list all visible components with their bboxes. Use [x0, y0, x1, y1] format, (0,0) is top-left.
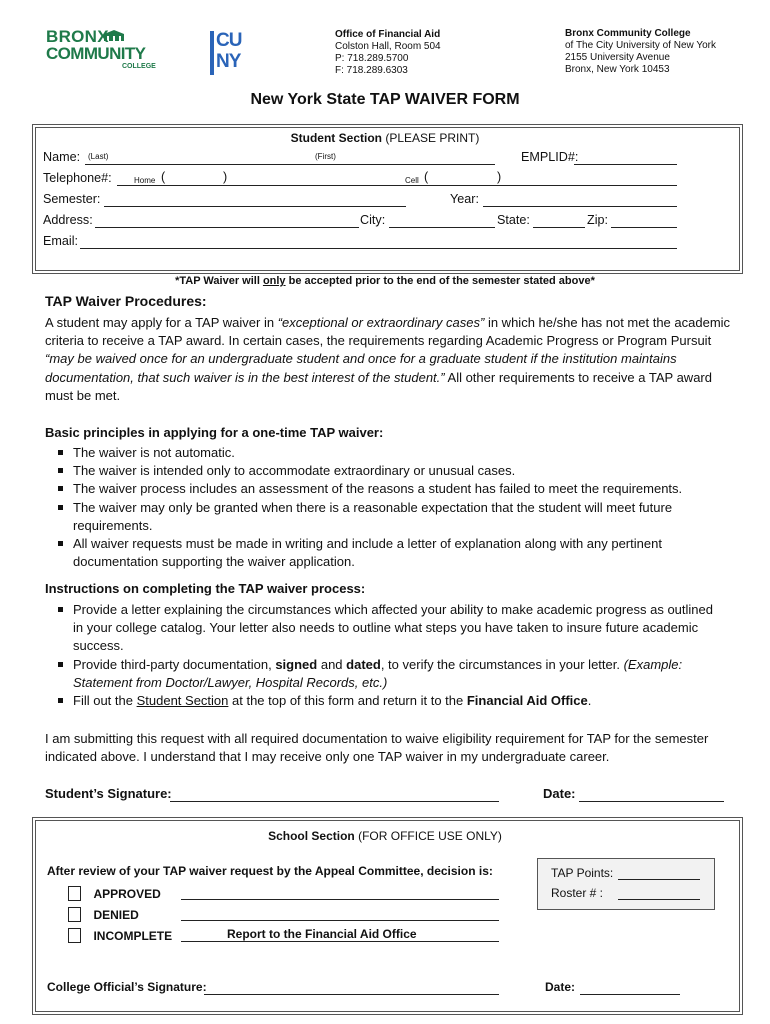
zip-input[interactable] — [611, 213, 677, 228]
cell-phone-input[interactable]: ) — [497, 171, 677, 186]
list-item: The waiver is intended only to accommodate extraordinary or unusual cases. — [45, 462, 725, 480]
list-item: The waiver is not automatic. — [45, 444, 725, 462]
certification-statement: I am submitting this request with all required documentation to waive eligibility requirement for TAP for the semester indicated above. I understand that I may receive only one TAP waiver in my undergraduate career. — [45, 731, 709, 765]
tap-points-box — [537, 858, 715, 910]
semester-input[interactable] — [104, 192, 406, 207]
first-name-hint: (First) — [315, 152, 336, 161]
page-title: New York State TAP WAIVER FORM — [250, 91, 520, 108]
address-input[interactable] — [95, 213, 359, 228]
address-label: Address: — [43, 213, 93, 227]
cuny-logo: CU NY — [210, 31, 248, 75]
principles-heading: Basic principles in applying for a one-time TAP waiver: — [45, 425, 384, 440]
office-phone: P: 718.289.5700 — [335, 53, 409, 64]
incomplete-option[interactable] — [68, 927, 172, 945]
decision-label: After review of your TAP waiver request by the Appeal Committee, decision is: — [47, 864, 493, 878]
state-label: State: — [497, 213, 530, 227]
student-signature-input[interactable] — [170, 786, 499, 802]
state-input[interactable] — [533, 213, 585, 228]
list-item: All waiver requests must be made in writing and include a letter of explanation along with any pertinent documentation supporting the waiver application. — [45, 535, 725, 571]
procedures-text: A student may apply for a TAP waiver in “exceptional or extraordinary cases” in which he/she has not met the academic criteria to receive a TAP award. In certain cases, the requirements regarding Academic Progress or Program Pursuit “may be waived once for an undergraduate student and once for a graduate student if the institution maintains documentation, that such waiver is in the best interest of the student.” All other requirements to receive a TAP award must be met. — [45, 315, 731, 403]
school-section-heading: School Section (FOR OFFICE USE ONLY) — [268, 829, 502, 843]
city-input[interactable] — [389, 213, 495, 228]
emplid-label: EMPLID#: — [521, 150, 579, 164]
college-info — [565, 28, 716, 76]
student-signature-label: Student’s Signature: — [45, 786, 172, 801]
year-label: Year: — [450, 192, 479, 206]
name-label: Name: — [43, 150, 81, 164]
college-name: Bronx Community College — [565, 28, 691, 39]
last-name-hint: (Last) — [88, 152, 109, 161]
roster-label: Roster # : — [551, 886, 604, 900]
procedures-heading: TAP Waiver Procedures: — [45, 293, 207, 309]
list-item: Fill out the Student Section at the top of this form and return it to the Financial Aid Office. — [45, 692, 725, 710]
logo-line-college: COLLEGE — [122, 63, 156, 70]
instructions-list — [45, 601, 725, 710]
college-city: Bronx, New York 10453 — [565, 64, 670, 75]
college-affiliation: of The City University of New York — [565, 40, 716, 51]
student-date-input[interactable] — [579, 786, 724, 802]
semester-label: Semester: — [43, 192, 101, 206]
logo-line-bronx: BRONX — [46, 27, 109, 46]
list-item: Provide third-party documentation, signed and dated, to verify the circumstances in your letter. (Example: Statement from Doctor/Lawyer, Hospital Records, etc.) — [45, 656, 725, 692]
incomplete-label: INCOMPLETE — [93, 929, 173, 943]
roster-input[interactable] — [618, 886, 700, 900]
email-input[interactable] — [80, 234, 677, 249]
home-phone-input[interactable]: Home ( ) Cell ( — [117, 171, 497, 186]
telephone-label: Telephone#: — [43, 171, 112, 185]
college-street: 2155 University Avenue — [565, 52, 670, 63]
denied-option[interactable] — [68, 906, 139, 924]
office-fax: F: 718.289.6303 — [335, 65, 408, 76]
office-info — [335, 29, 441, 77]
deadline-notice: *TAP Waiver will only be accepted prior to the end of the semester stated above* — [175, 275, 595, 287]
denied-label: DENIED — [93, 908, 139, 922]
instructions-heading: Instructions on completing the TAP waiver process: — [45, 581, 366, 596]
office-name: Office of Financial Aid — [335, 29, 441, 40]
approved-line[interactable] — [181, 885, 499, 900]
student-section-heading: Student Section (PLEASE PRINT) — [290, 131, 480, 145]
denied-line[interactable] — [181, 906, 499, 921]
official-signature-input[interactable] — [204, 980, 499, 995]
home-hint: Home — [134, 176, 156, 185]
cell-hint: Cell — [405, 176, 419, 185]
incomplete-checkbox[interactable] — [68, 928, 81, 943]
approved-label: APPROVED — [93, 887, 161, 901]
list-item: The waiver may only be granted when there is a reasonable expectation that the student will meet future requirements. — [45, 499, 725, 535]
official-date-label: Date: — [545, 980, 576, 994]
list-item: Provide a letter explaining the circumstances which affected your ability to make academic progress as outlined in your college catalog. Your letter also needs to outline what steps you have taken to insure future academic success. — [45, 601, 725, 656]
approved-checkbox[interactable] — [68, 886, 81, 901]
bcc-logo — [46, 27, 242, 75]
city-label: City: — [360, 213, 386, 227]
zip-label: Zip: — [587, 213, 608, 227]
denied-checkbox[interactable] — [68, 907, 81, 922]
logo-line-community: COMMUNITY — [46, 44, 146, 63]
tap-points-label: TAP Points: — [551, 866, 614, 880]
report-note: Report to the Financial Aid Office — [227, 927, 417, 941]
official-date-input[interactable] — [580, 980, 680, 995]
official-signature-label: College Official’s Signature: — [47, 980, 207, 994]
emplid-input[interactable] — [574, 150, 677, 165]
incomplete-line[interactable] — [181, 927, 499, 942]
email-label: Email: — [43, 234, 78, 248]
list-item: The waiver process includes an assessment of the reasons a student has failed to meet the requirements. — [45, 480, 725, 498]
name-input[interactable] — [85, 150, 495, 165]
office-address: Colston Hall, Room 504 — [335, 41, 441, 52]
principles-list — [45, 444, 725, 571]
tap-points-input[interactable] — [618, 866, 700, 880]
student-date-label: Date: — [543, 786, 576, 801]
year-input[interactable] — [483, 192, 677, 207]
approved-option[interactable] — [68, 885, 161, 903]
